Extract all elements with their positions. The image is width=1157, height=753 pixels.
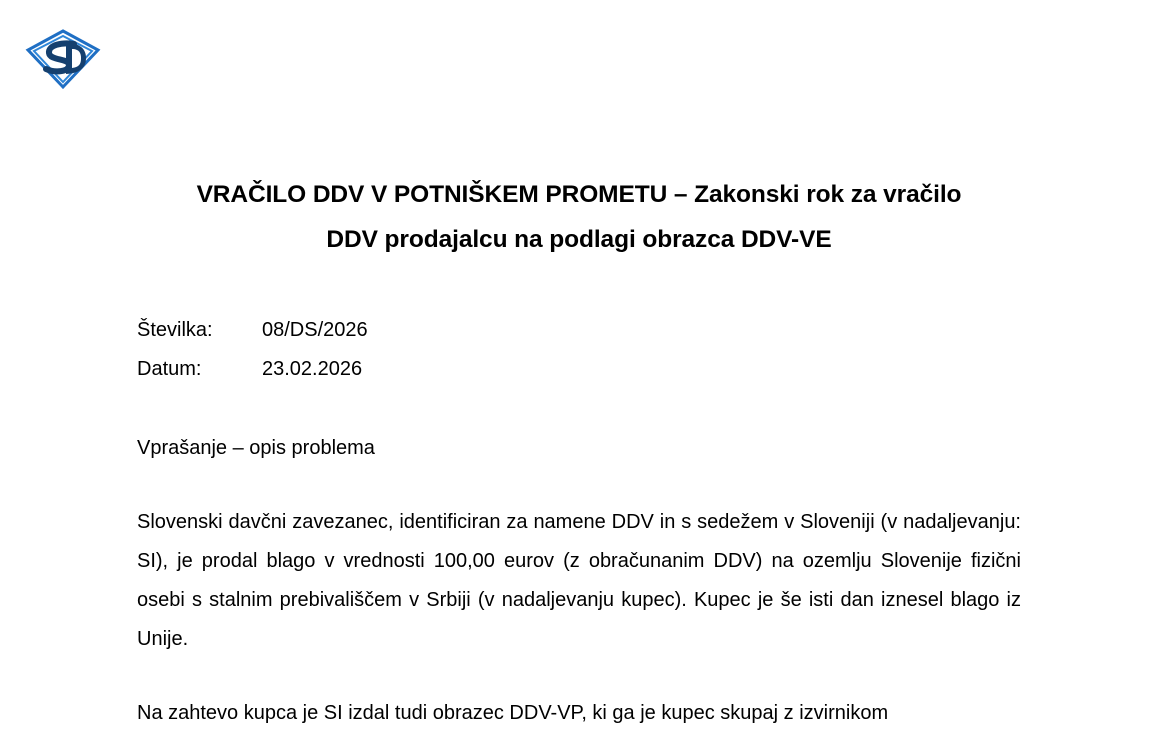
title-line-2: DDV prodajalcu na podlagi obrazca DDV-VE [326,226,832,254]
document-content [137,0,1021,753]
number-label: Številka: [137,318,213,341]
date-value: 23.02.2026 [262,357,363,380]
page-title [137,172,1021,263]
meta-row-date [137,350,1021,389]
paragraph-2: Na zahtevo kupca je SI izdal tudi obrazec DDV-VP, ki ga je kupec skupaj z izvirnikom [137,701,889,724]
section-heading: Vprašanje – opis problema [137,436,375,459]
diamond-sd-logo-icon [22,28,104,90]
document-meta [137,311,1021,389]
meta-row-number [137,311,1021,350]
paragraph-1: Slovenski davčni zavezanec, identificiran za namene DDV in s sedežem v Sloveniji (v nadaljevanju: SI), je prodal blago v vrednosti 100,00 eurov (z obračunanim DDV) na ozemlju Slovenije fizični osebi s stalnim prebivališčem v Srbiji (v nadaljevanju kupec). Kupec je še isti dan iznesel blago iz Unije. [137,510,1021,650]
number-value: 08/DS/2026 [262,318,368,341]
title-line-1: VRAČILO DDV V POTNIŠKEM PROMETU – Zakonski rok za vračilo [196,181,962,208]
date-label: Datum: [137,357,202,380]
